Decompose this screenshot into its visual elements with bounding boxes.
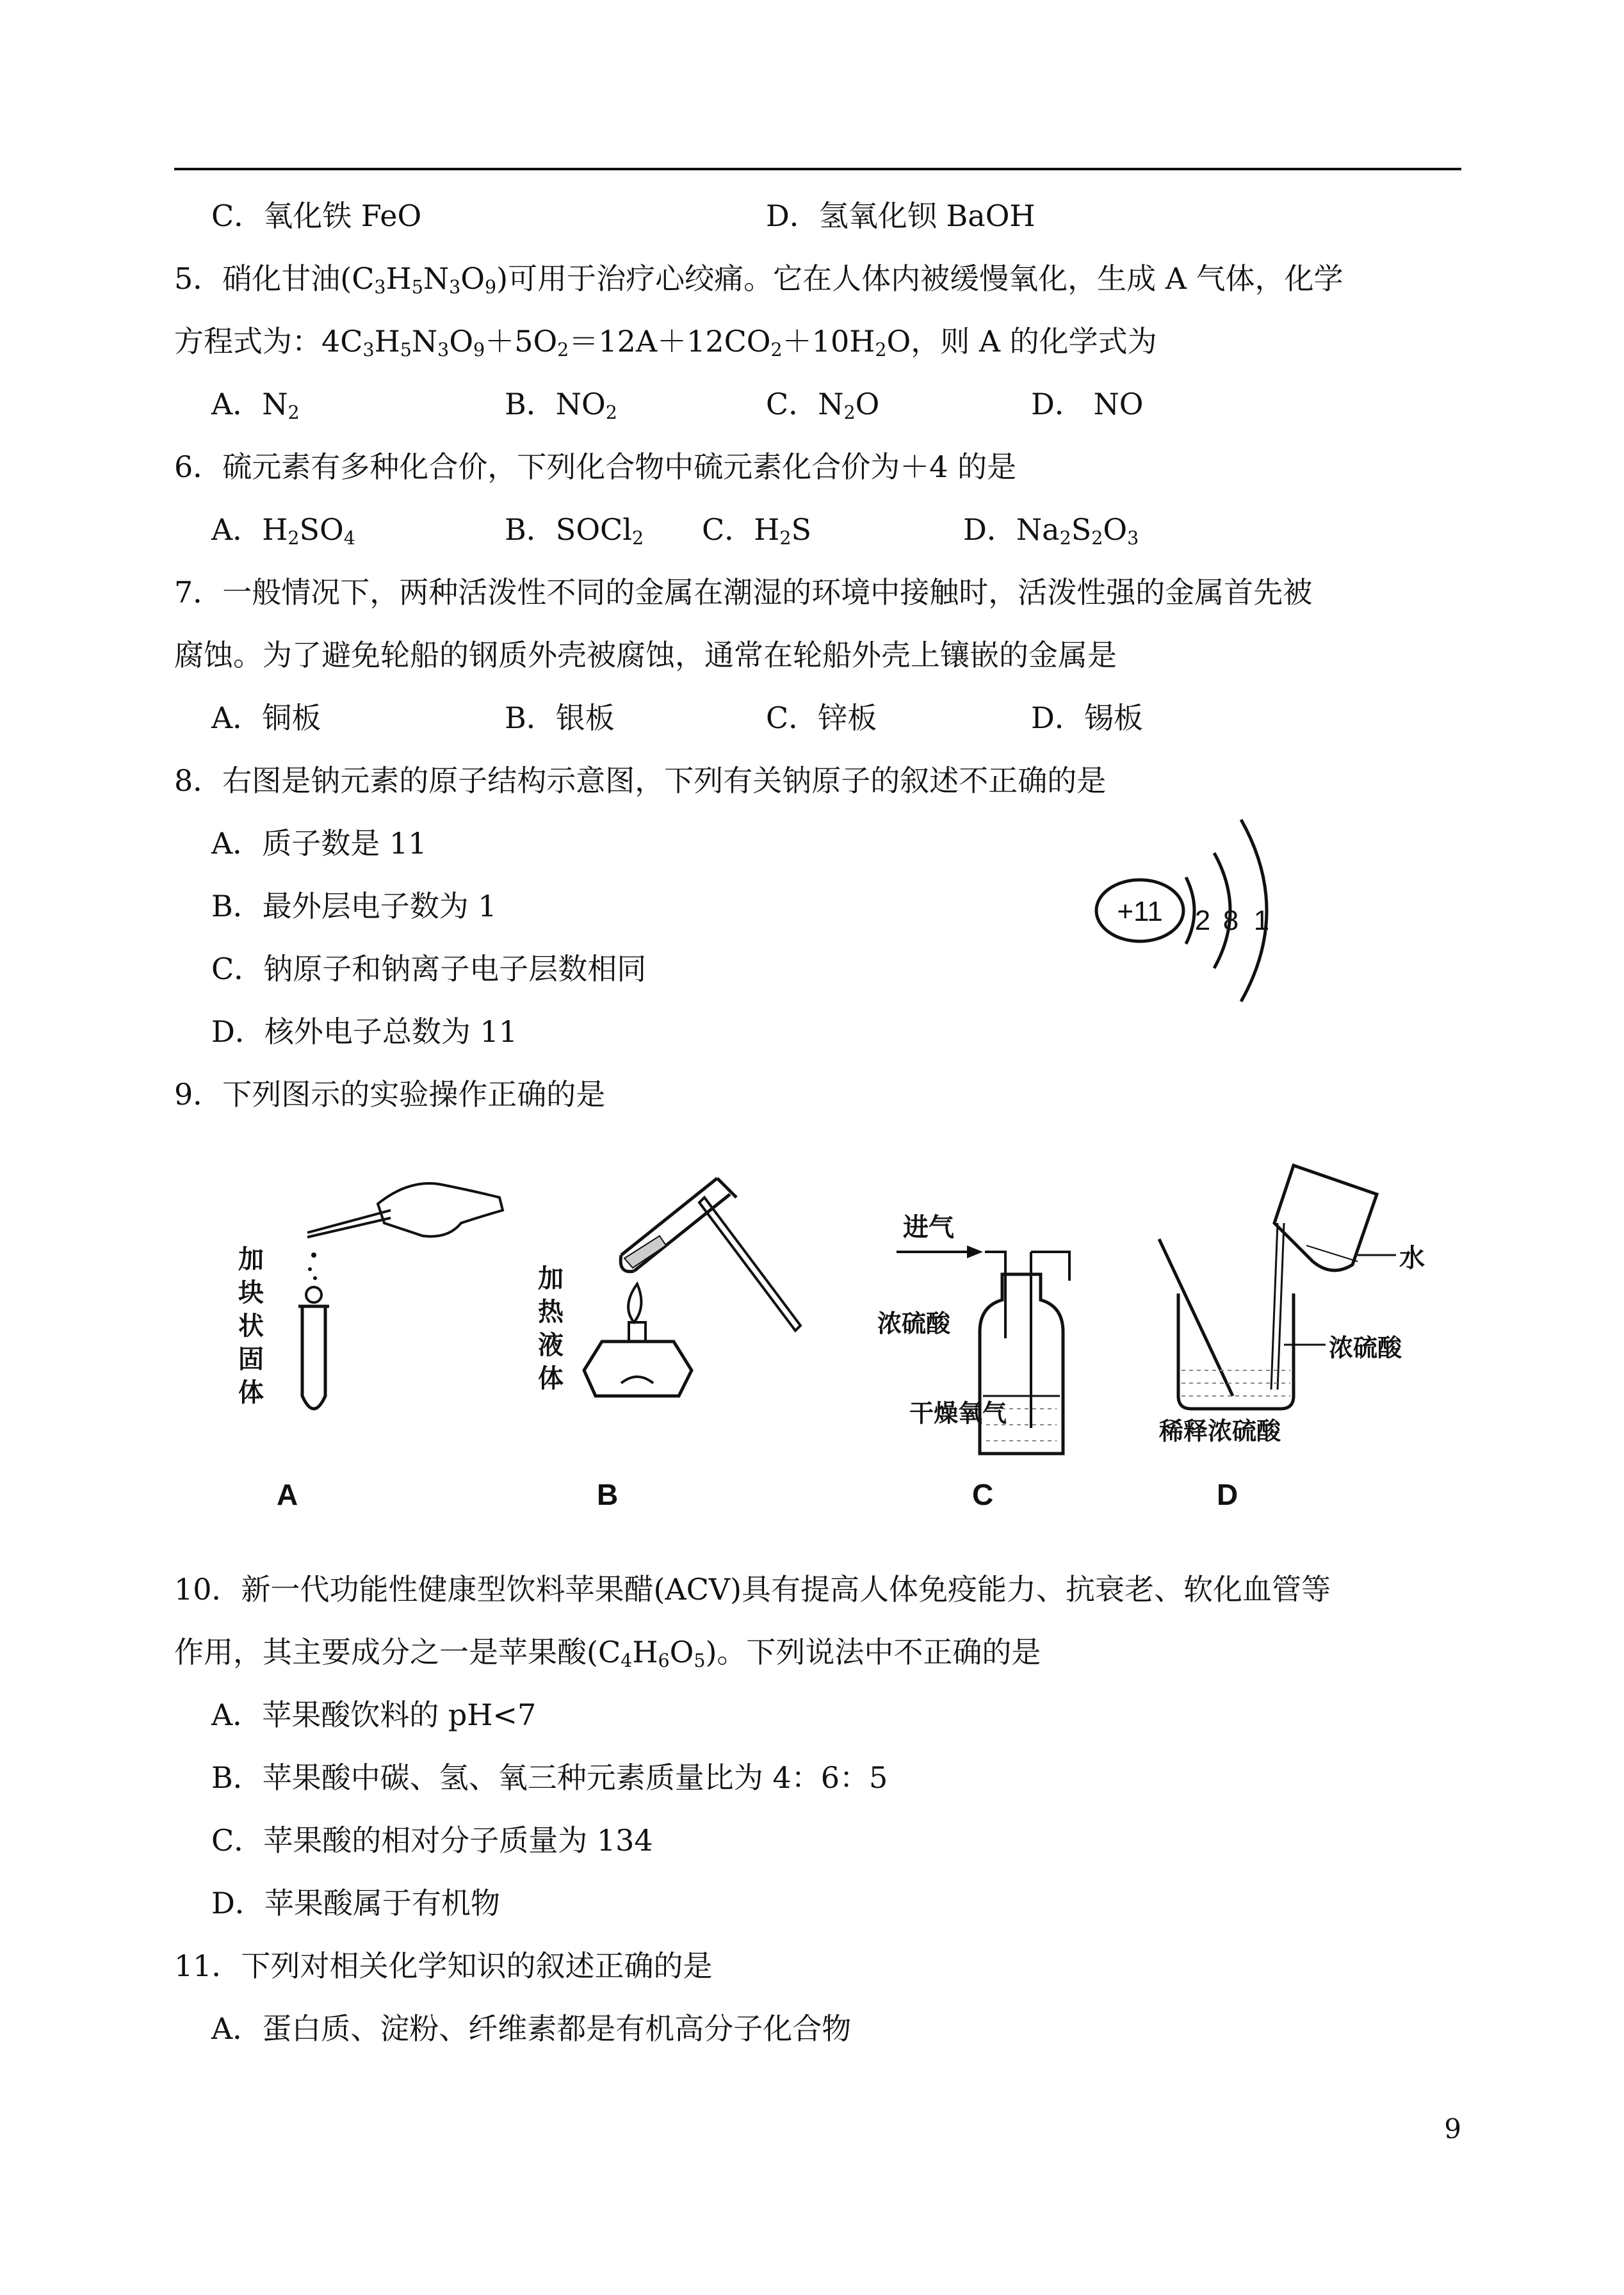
q7-option-d: D．锡板 (1031, 701, 1143, 735)
test-tube-icon (302, 1306, 325, 1409)
q6-stem: 6．硫元素有多种化合价，下列化合物中硫元素化合价为＋4 的是 (174, 450, 1017, 484)
fig-a-label: 加 块 状 固 体 (238, 1245, 264, 1407)
q5-option-c: C．$N_2O$ (766, 387, 880, 424)
header-rule (174, 168, 1461, 170)
inlet-arrow-icon (967, 1245, 983, 1258)
q8-option-c: C．钠原子和钠离子电子层数相同 (211, 952, 647, 986)
shell-1-count: 2 (1194, 905, 1211, 936)
electron-shell-1 (1186, 877, 1194, 944)
q7-option-b: B．银板 (505, 701, 615, 735)
q7-stem-line2: 腐蚀。为了避免轮船的钢质外壳被腐蚀，通常在轮船外壳上镶嵌的金属是 (174, 638, 1117, 672)
tube-holder-icon (699, 1197, 800, 1331)
nucleus-charge: +11 (1117, 896, 1163, 927)
q10-stem-line2: 作用，其主要成分之一是苹果酸$(C_4H_6O_5)$。下列说法中不正确的是 (174, 1635, 1041, 1672)
fig-b-heat-liquid (532, 1127, 813, 1537)
fig-c-inlet-label: 进气 (903, 1213, 954, 1242)
q6-option-d: D．$Na_2S_2O_3$ (963, 512, 1139, 549)
sodium-atom-diagram (1089, 813, 1294, 1018)
shell-2-count: 8 (1222, 905, 1239, 936)
q5-stem-line2: 方程式为：$4C_3H_5N_3O_9+5O_2=12A+12CO_2+10H_2O$，则 A 的化学式为 (174, 324, 1157, 361)
fig-c-caption: 干燥氧气 (909, 1399, 1007, 1427)
q8-option-d: D．核外电子总数为 11 (211, 1014, 518, 1049)
q8-option-b: B．最外层电子数为 1 (211, 889, 497, 923)
q4-option-d: D．氢氧化钡 BaOH (766, 199, 1035, 233)
q4-option-c: C．氧化铁 FeO (211, 199, 422, 233)
q7-stem-line1: 7．一般情况下，两种活泼性不同的金属在潮湿的环境中接触时，活泼性强的金属首先被 (174, 575, 1313, 610)
fig-c-letter: C (972, 1478, 994, 1511)
q5-stem-line1: 5．硝化甘油$(C_3H_5N_3O_9)$可用于治疗心绞痛。它在人体内被缓慢氧化，生成 A 气体，化学 (174, 261, 1344, 298)
lower-beaker-icon (1178, 1293, 1294, 1409)
alcohol-lamp-icon (584, 1342, 692, 1396)
q10-stem-line1: 10．新一代功能性健康型饮料苹果醋(ACV)具有提高人体免疫能力、抗衰老、软化血管等 (174, 1572, 1331, 1607)
q6-option-b: B．SOCl$_2$ (505, 512, 644, 549)
q6-option-c: C．$H_2S$ (702, 512, 811, 549)
q10-option-d: D．苹果酸属于有机物 (211, 1886, 500, 1920)
flame-icon (628, 1284, 641, 1322)
fig-d-letter: D (1217, 1478, 1238, 1511)
fig-d-water-label: 水 (1399, 1244, 1425, 1273)
page-number: 9 (1444, 2113, 1461, 2145)
q7-option-a: A．铜板 (211, 701, 321, 735)
fig-c-dry-oxygen (877, 1127, 1133, 1537)
fig-b-letter: B (597, 1478, 619, 1511)
q10-option-a: A．苹果酸饮料的 pH<7 (211, 1698, 537, 1732)
fig-a-add-solid (218, 1127, 525, 1537)
solid-block-icon (306, 1287, 321, 1302)
q8-option-a: A．质子数是 11 (211, 826, 427, 861)
q11-option-a: A．蛋白质、淀粉、纤维素都是有机高分子化合物 (211, 2011, 852, 2046)
fig-d-acid-label: 浓硫酸 (1329, 1334, 1402, 1362)
q5-option-a: A．$N_2$ (211, 387, 300, 424)
q10-option-b: B．苹果酸中碳、氢、氧三种元素质量比为 4：6：5 (211, 1760, 888, 1795)
fig-d-dilute-acid (1140, 1127, 1447, 1537)
glass-rod-icon (1159, 1239, 1233, 1396)
shell-3-count: 1 (1253, 905, 1270, 936)
q11-stem: 11．下列对相关化学知识的叙述正确的是 (174, 1949, 713, 1983)
fig-c-acid-label: 浓硫酸 (877, 1310, 951, 1338)
fig-b-label: 加 热 液 体 (538, 1264, 564, 1393)
q9-stem: 9．下列图示的实验操作正确的是 (174, 1077, 606, 1112)
q6-option-a: A．$H_2SO_4$ (211, 512, 355, 549)
q10-option-c: C．苹果酸的相对分子质量为 134 (211, 1823, 653, 1858)
fig-a-letter: A (277, 1478, 298, 1511)
q8-stem: 8．右图是钠元素的原子结构示意图，下列有关钠原子的叙述不正确的是 (174, 763, 1107, 798)
fig-d-caption: 稀释浓硫酸 (1159, 1417, 1281, 1445)
q5-option-d: D． NO (1031, 387, 1144, 421)
hand-icon (378, 1183, 503, 1237)
q5-option-b: B．$NO_2$ (505, 387, 617, 424)
q7-option-c: C．锌板 (766, 701, 877, 735)
